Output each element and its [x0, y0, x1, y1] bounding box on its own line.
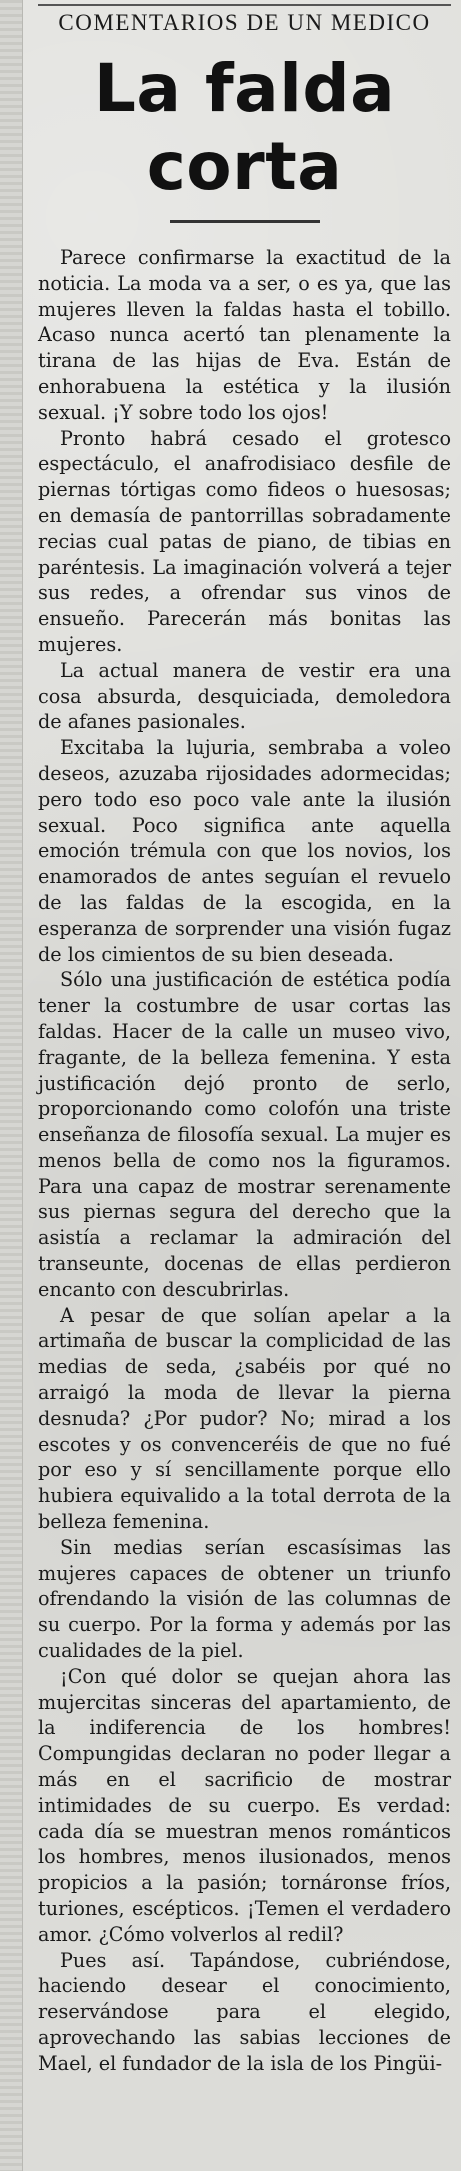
paragraph-3: La actual manera de vestir era una cosa absurda, desquiciada, demoledora de afanes pasionales. [38, 658, 451, 734]
paragraph-9: Pues así. Tapándose, cubriéndose, haciendo desear el conocimiento, reservándose para el elegido, aprovechando las sabias lecciones de Mael, el fundador de la isla de los Pingüi- [38, 1948, 451, 2075]
paragraph-8: ¡Con qué dolor se quejan ahora las mujercitas sinceras del apartamiento, de la indiferencia de los hombres! Compungidas declaran no poder llegar a más en el sacrificio de mostrar intimidades de su cuerpo. Es verdad: cada día se muestran menos románticos los hombres, menos ilusionados, menos propicios a la pasión; tornáronse fríos, turiones, escépticos. ¡Temen el verdadero amor. ¿Cómo volverlos al redil? [38, 1664, 451, 1946]
article-body [38, 245, 451, 2077]
page-edge [0, 0, 23, 2171]
section-heading: COMENTARIOS DE UN MEDICO [38, 4, 451, 36]
paragraph-1: Parece confirmarse la exactitud de la noticia. La moda va a ser, o es ya, que las mujeres lleven la faldas hasta el tobillo. Acaso nunca acertó tan plenamente la tirana de las hijas de Eva. Están de enhorabuena la estética y la ilusión sexual. ¡Y sobre todo los ojos! [38, 246, 451, 424]
paragraph-7: Sin medias serían escasísimas las mujeres capaces de obtener un triunfo ofrendando la visión de las columnas de su cuerpo. Por la forma y además por las cualidades de la piel. [38, 1535, 451, 1663]
paragraph-4: Excitaba la lujuria, sembraba a voleo deseos, azuzaba rijosidades adormecidas; pero todo eso poco vale ante la ilusión sexual. Poco significa ante aquella emoción trémula con que los novios, los enamorados de antes seguían el revuelo de las faldas de la escogida, en la esperanza de sorprender una visión fugaz de los cimientos de su bien deseada. [38, 736, 451, 966]
article-title: La falda corta [93, 50, 396, 205]
paragraph-6: A pesar de que solían apelar a la artimaña de buscar la complicidad de las medias de seda, ¿sabéis por qué no arraigó la moda de llevar la pierna desnuda? ¿Por pudor? No; mirad a los escotes y os convenceréis de que no fué por eso y sí sencillamente porque ello hubiera equivalido a la total derrota de la belleza femenina. [38, 1303, 451, 1534]
title-rule [170, 220, 320, 223]
paragraph-2: Pronto habrá cesado el grotesco espectáculo, el anafrodisiaco desfile de piernas tórtigas como fideos o huesosas; en demasía de pantorrillas sobradamente recias cual patas de piano, de tibias en paréntesis. La imaginación volverá a tejer sus redes, a ofrendar sus vinos de ensueño. Parecerán más bonitas las mujeres. [38, 426, 451, 656]
paragraph-5: Sólo una justificación de estética podía tener la costumbre de usar cortas las faldas. Hacer de la calle un museo vivo, fragante, de la belleza femenina. Y esta justificación dejó pronto de serlo, proporcionando como colofón una triste enseñanza de filosofía sexual. La mujer es menos bella de como nos la figuramos. Para una capaz de mostrar serenamente sus piernas segura del derecho que la asistía a reclamar la admiración del transeunte, docenas de ellas perdieron encanto con descubrirlas. [38, 968, 451, 1301]
